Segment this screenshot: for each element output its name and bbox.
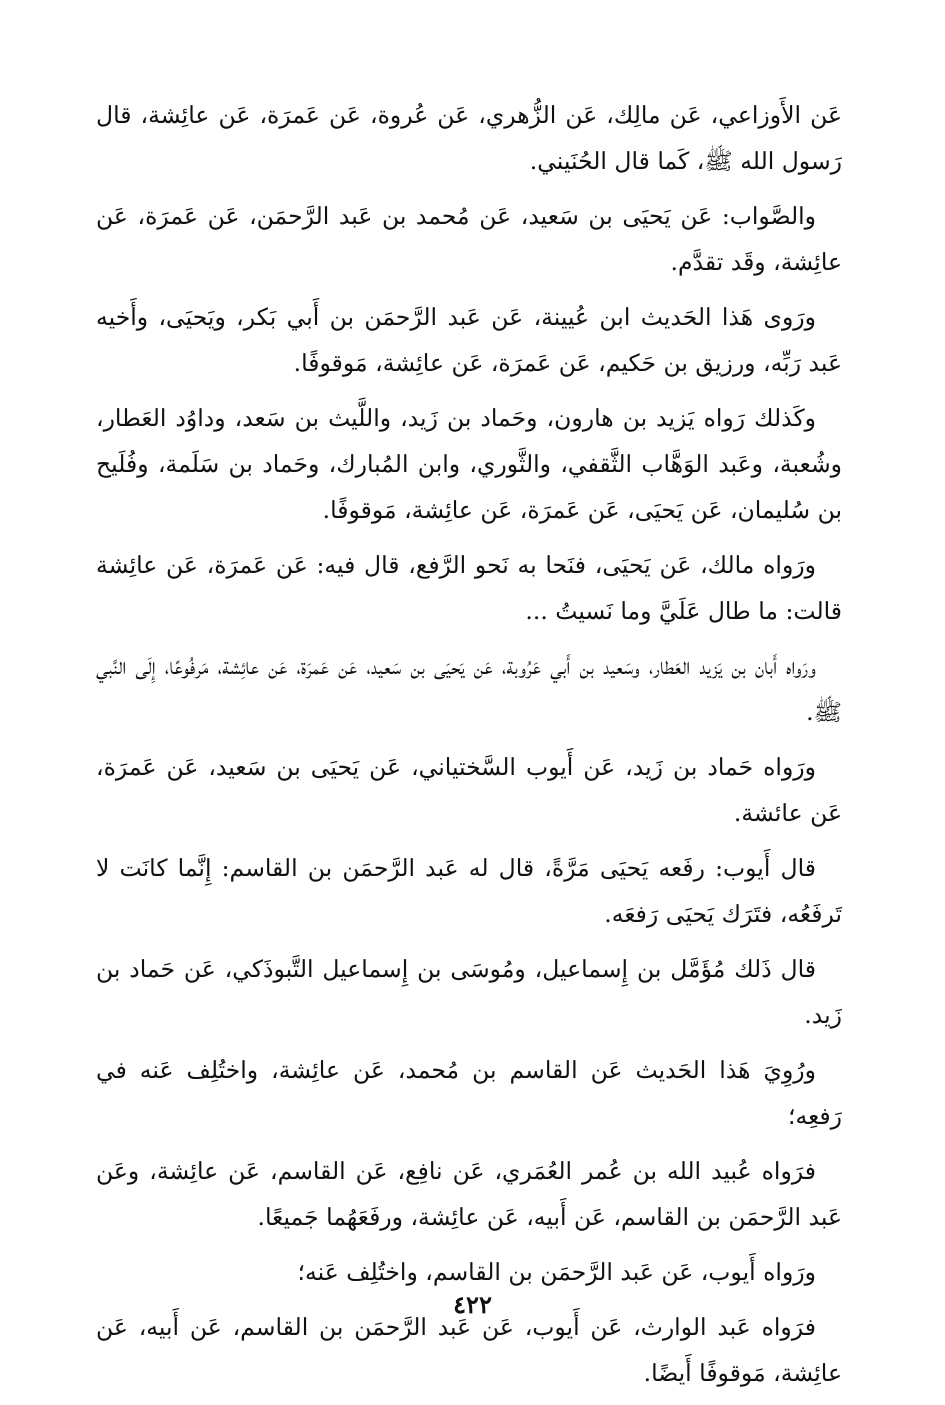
paragraph-11: فرَواه عُبيد الله بن عُمر العُمَري، عَن نافِع، عَن القاسم، عَن عائِشة، وعَن عَبد الرَّحمَن بن القاسم، عَن أَبيه، عَن عائِشة، ورفَعَهُما جَميعًا. [96,1157,842,1231]
paragraph-7: ورَواه حَماد بن زَيد، عَن أَيوب السَّختياني، عَن يَحيَى بن سَعيد، عَن عَمرَة، عَن عائشة. [96,753,842,827]
paragraph-9: قال ذَلك مُؤَمَّل بن إِسماعيل، ومُوسَى بن إِسماعيل التَّبوذَكي، عَن حَماد بن زَيد. [96,955,842,1029]
paragraph-12: ورَواه أَيوب، عَن عَبد الرَّحمَن بن القاسم، واختُلِف عَنه؛ [297,1258,816,1286]
paragraph-6: ورَواه أَبان بن يَزيد العَطار، وسَعيد بن أَبي عَرُوبة، عَن يَحيَى بن سَعيد، عَن عَمرَة، عَن عائِشة، مَرفُوعًا، إِلَى النَّبي ﷺ. [96,652,842,726]
paragraph-3: ورَوى هَذا الحَديث ابن عُيينة، عَن عَبد الرَّحمَن بن أَبي بَكر، ويَحيَى، وأَخيه عَبد رَبِّه، ورزيق بن حَكيم، عَن عَمرَة، عَن عائِشة، مَوقوفًا. [96,303,842,377]
paragraph-10: ورُوِيَ هَذا الحَديث عَن القاسم بن مُحمد، عَن عائِشة، واختُلِف عَنه في رَفعِه؛ [96,1056,842,1130]
paragraph-13: فرَواه عَبد الوارث، عَن أَيوب، عَن عَبد الرَّحمَن بن القاسم، عَن أَبيه، عَن عائِشة، مَوقوفًا أَيضًا. [96,1313,842,1387]
paragraph-2: والصَّواب: عَن يَحيَى بن سَعيد، عَن مُحمد بن عَبد الرَّحمَن، عَن عَمرَة، عَن عائِشة، وقَد تقدَّم. [96,202,842,276]
paragraph-8: قال أَيوب: رفَعه يَحيَى مَرَّةً، قال له عَبد الرَّحمَن بن القاسم: إِنَّما كانَت لا تَرفَعُه، فتَرَك يَحيَى رَفعَه. [96,854,842,928]
page-number: ٤٢٢ [453,1290,492,1319]
paragraph-5: ورَواه مالك، عَن يَحيَى، فنَحا به نَحو الرَّفع، قال فيه: عَن عَمرَة، عَن عائِشة قالت: ما طال عَلَيَّ وما نَسيتُ ... [96,551,842,625]
page-body [96,92,842,1405]
paragraph-4: وكَذلك رَواه يَزيد بن هارون، وحَماد بن زَيد، واللَّيث بن سَعد، وداوُد العَطار، وشُعبة، وعَبد الوَهَّاب الثَّقفي، والثَّوري، وابن المُبارك، وحَماد بن سَلَمة، وفُلَيح بن سُليمان، عَن يَحيَى، عَن عَمرَة، عَن عائِشة، مَوقوفًا. [96,404,842,524]
paragraph-1: عَن الأَوزاعي، عَن مالِك، عَن الزُّهري، عَن عُروة، عَن عَمرَة، عَن عائِشة، قال رَسول الله ﷺ، كَما قال الحُنَيني. [96,101,842,175]
